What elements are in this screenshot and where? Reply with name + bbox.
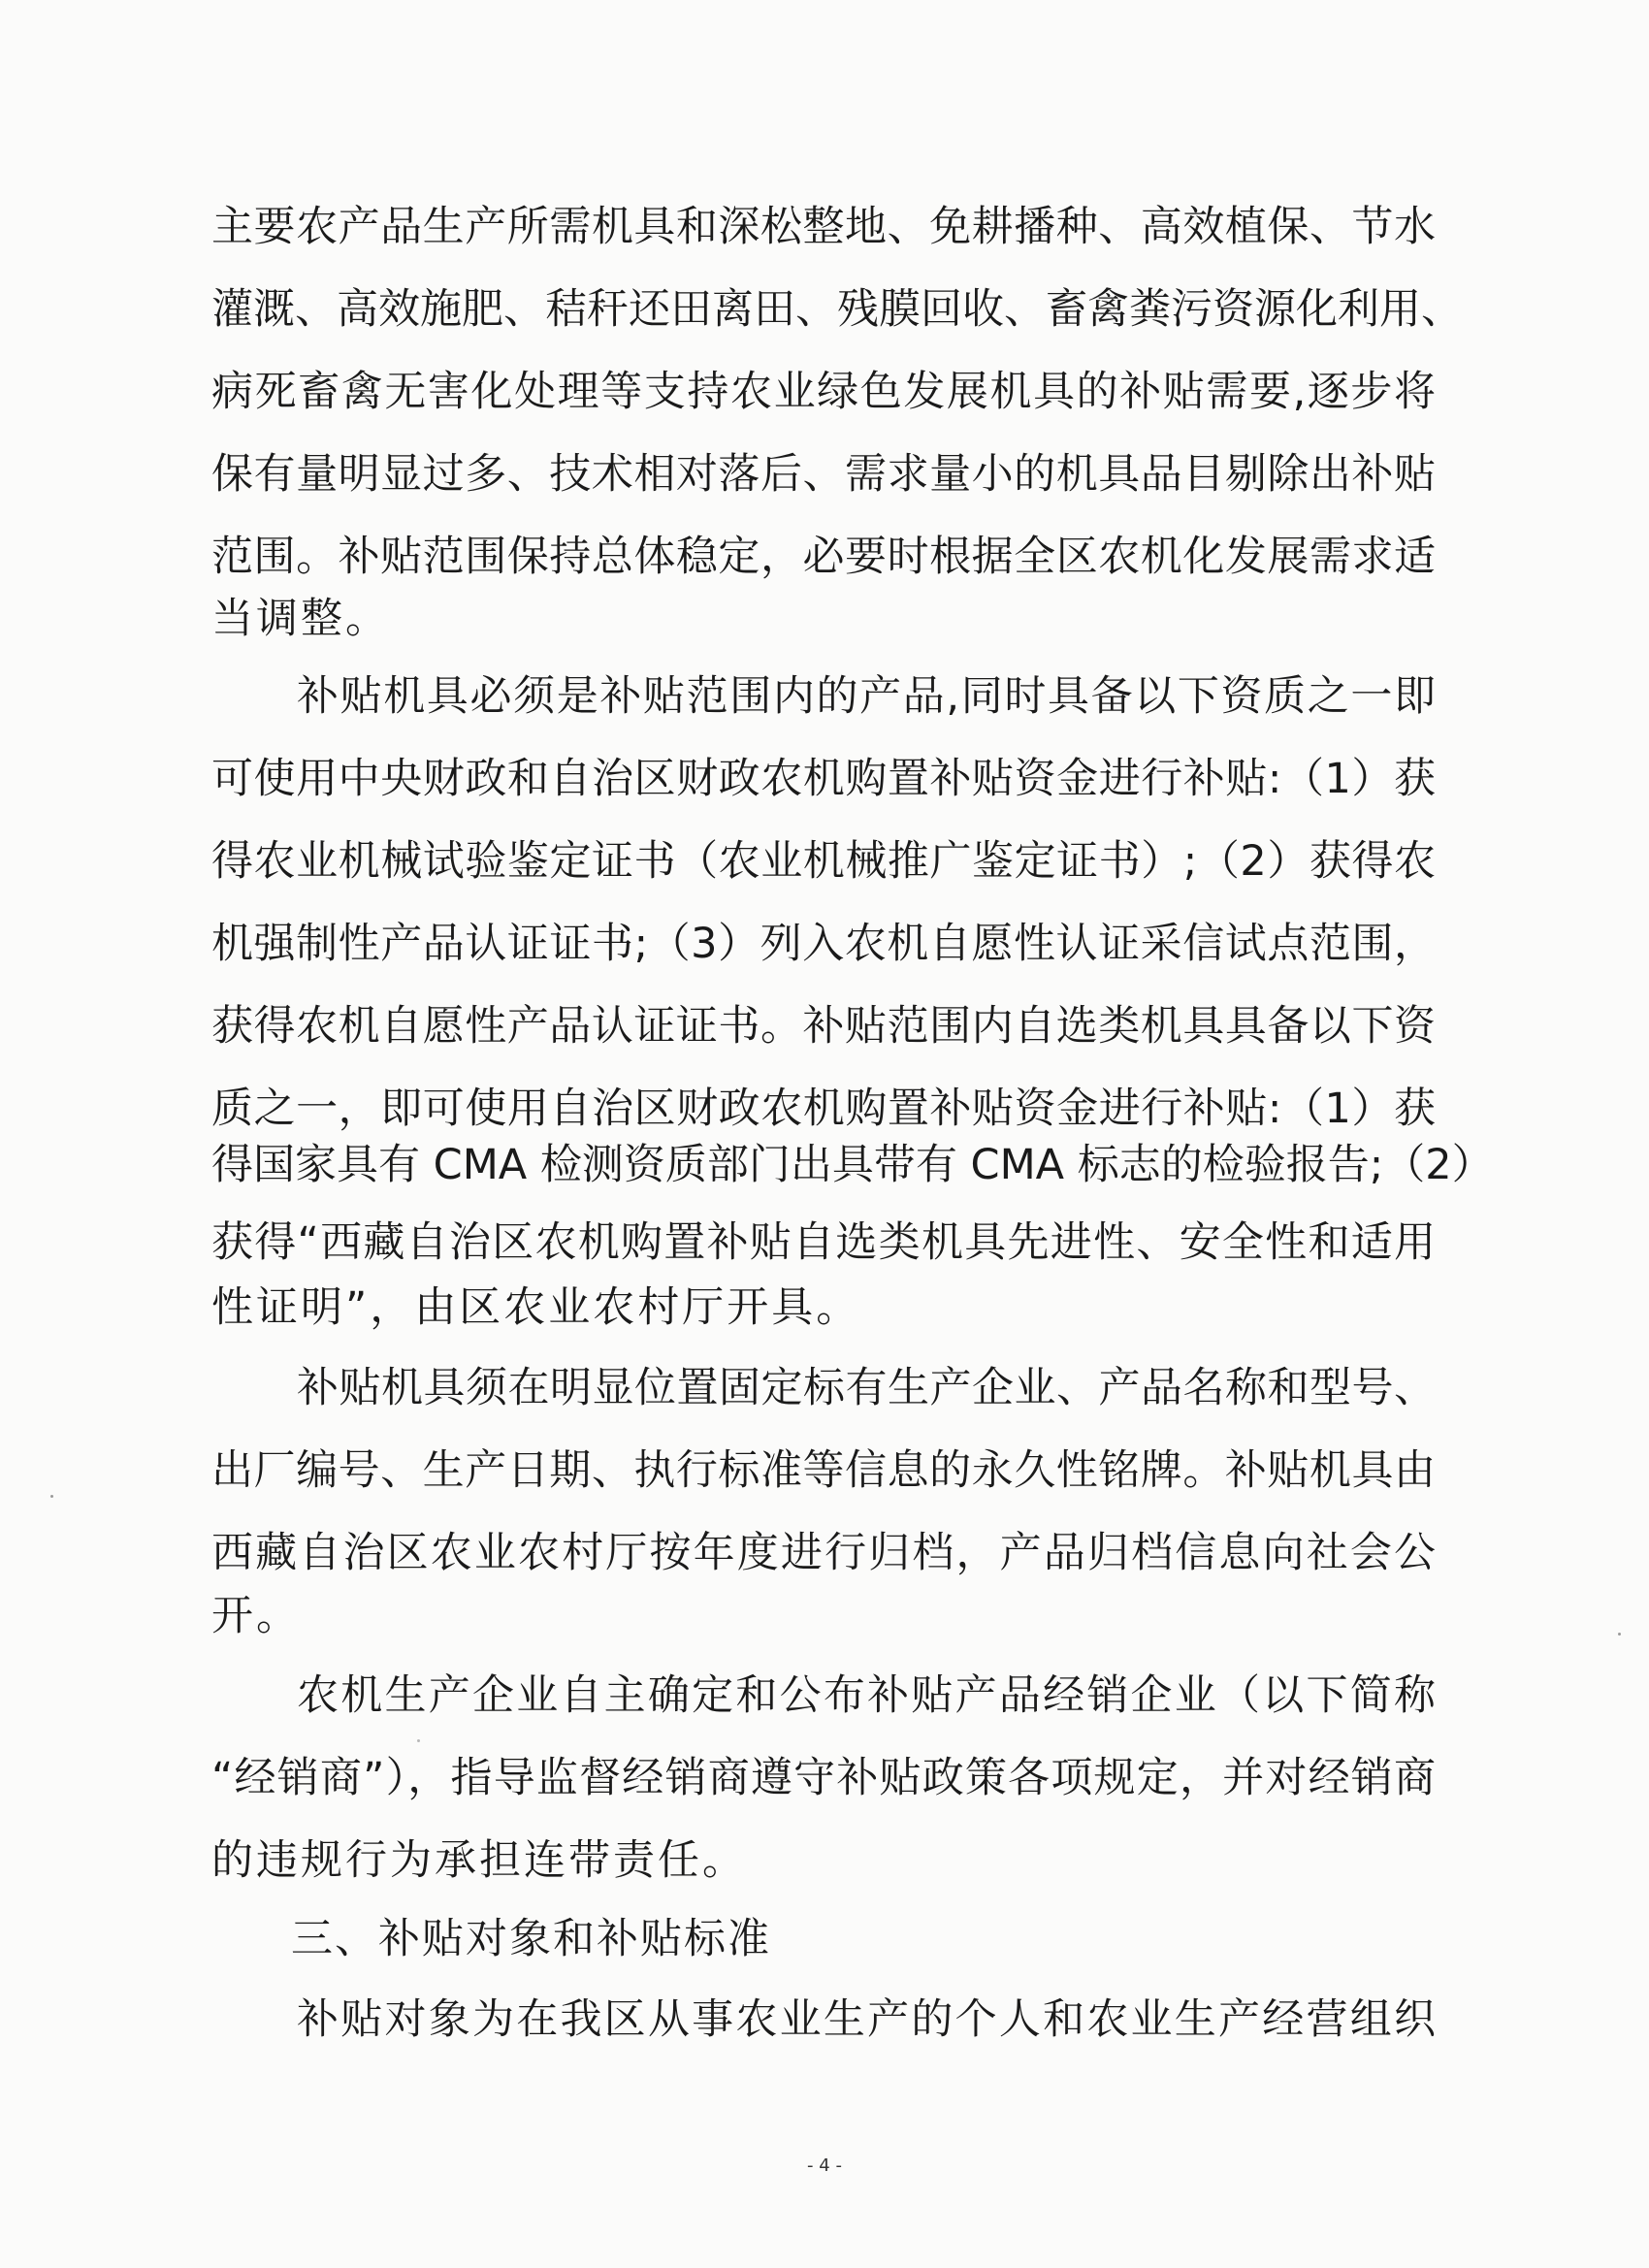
text-line: 性证明”，由区农业农村厅开具。 (211, 1283, 861, 1332)
text-line: 得农业机械试验鉴定证书（农业机械推广鉴定证书）;（2）获得农 (211, 837, 1436, 886)
text-line: 出厂编号、生产日期、执行标准等信息的永久性铭牌。补贴机具由 (211, 1446, 1436, 1495)
scan-speck (50, 1495, 53, 1498)
text-line: “经销商”），指导监督经销商遵守补贴政策各项规定，并对经销商 (211, 1754, 1436, 1802)
text-line: 范围。补贴范围保持总体稳定，必要时根据全区农机化发展需求适 (211, 533, 1436, 581)
text-line: 主要农产品生产所需机具和深松整地、免耕播种、高效植保、节水 (211, 203, 1436, 251)
text-line: 可使用中央财政和自治区财政农机购置补贴资金进行补贴:（1）获 (211, 755, 1436, 803)
scan-speck (1618, 1633, 1621, 1636)
paragraph-first-line: 农机生产企业自主确定和公布补贴产品经销企业（以下简称 (297, 1671, 1436, 1720)
text-line: 获得“西藏自治区农机购置补贴自选类机具先进性、安全性和适用 (211, 1218, 1436, 1267)
page-number: - 4 - (807, 2155, 842, 2176)
text-line: 的违规行为承担连带责任。 (211, 1836, 747, 1885)
text-line: 得国家具有 CMA 检测资质部门出具带有 CMA 标志的检验报告;（2） (211, 1141, 1494, 1189)
text-line: 获得农机自愿性产品认证证书。补贴范围内自选类机具具备以下资 (211, 1002, 1436, 1051)
text-line: 病死畜禽无害化处理等支持农业绿色发展机具的补贴需要,逐步将 (211, 368, 1436, 416)
section-heading: 三、补贴对象和补贴标准 (291, 1915, 771, 1963)
text-line: 质之一，即可使用自治区财政农机购置补贴资金进行补贴:（1）获 (211, 1085, 1436, 1133)
text-line: 灌溉、高效施肥、秸秆还田离田、残膜回收、畜禽粪污资源化利用、 (211, 285, 1463, 334)
text-line: 西藏自治区农业农村厅按年度进行归档，产品归档信息向社会公 (211, 1529, 1436, 1577)
text-line: 开。 (211, 1592, 301, 1640)
text-line: 保有量明显过多、技术相对落后、需求量小的机具品目剔除出补贴 (211, 450, 1436, 499)
text-line: 当调整。 (211, 595, 390, 643)
scan-speck (417, 1739, 420, 1742)
paragraph-first-line: 补贴机具须在明显位置固定标有生产企业、产品名称和型号、 (297, 1364, 1436, 1412)
text-line: 机强制性产品认证证书;（3）列入农机自愿性认证采信试点范围， (211, 920, 1436, 968)
paragraph-first-line: 补贴对象为在我区从事农业生产的个人和农业生产经营组织 (297, 1995, 1436, 2044)
paragraph-first-line: 补贴机具必须是补贴范围内的产品,同时具备以下资质之一即 (297, 672, 1436, 721)
